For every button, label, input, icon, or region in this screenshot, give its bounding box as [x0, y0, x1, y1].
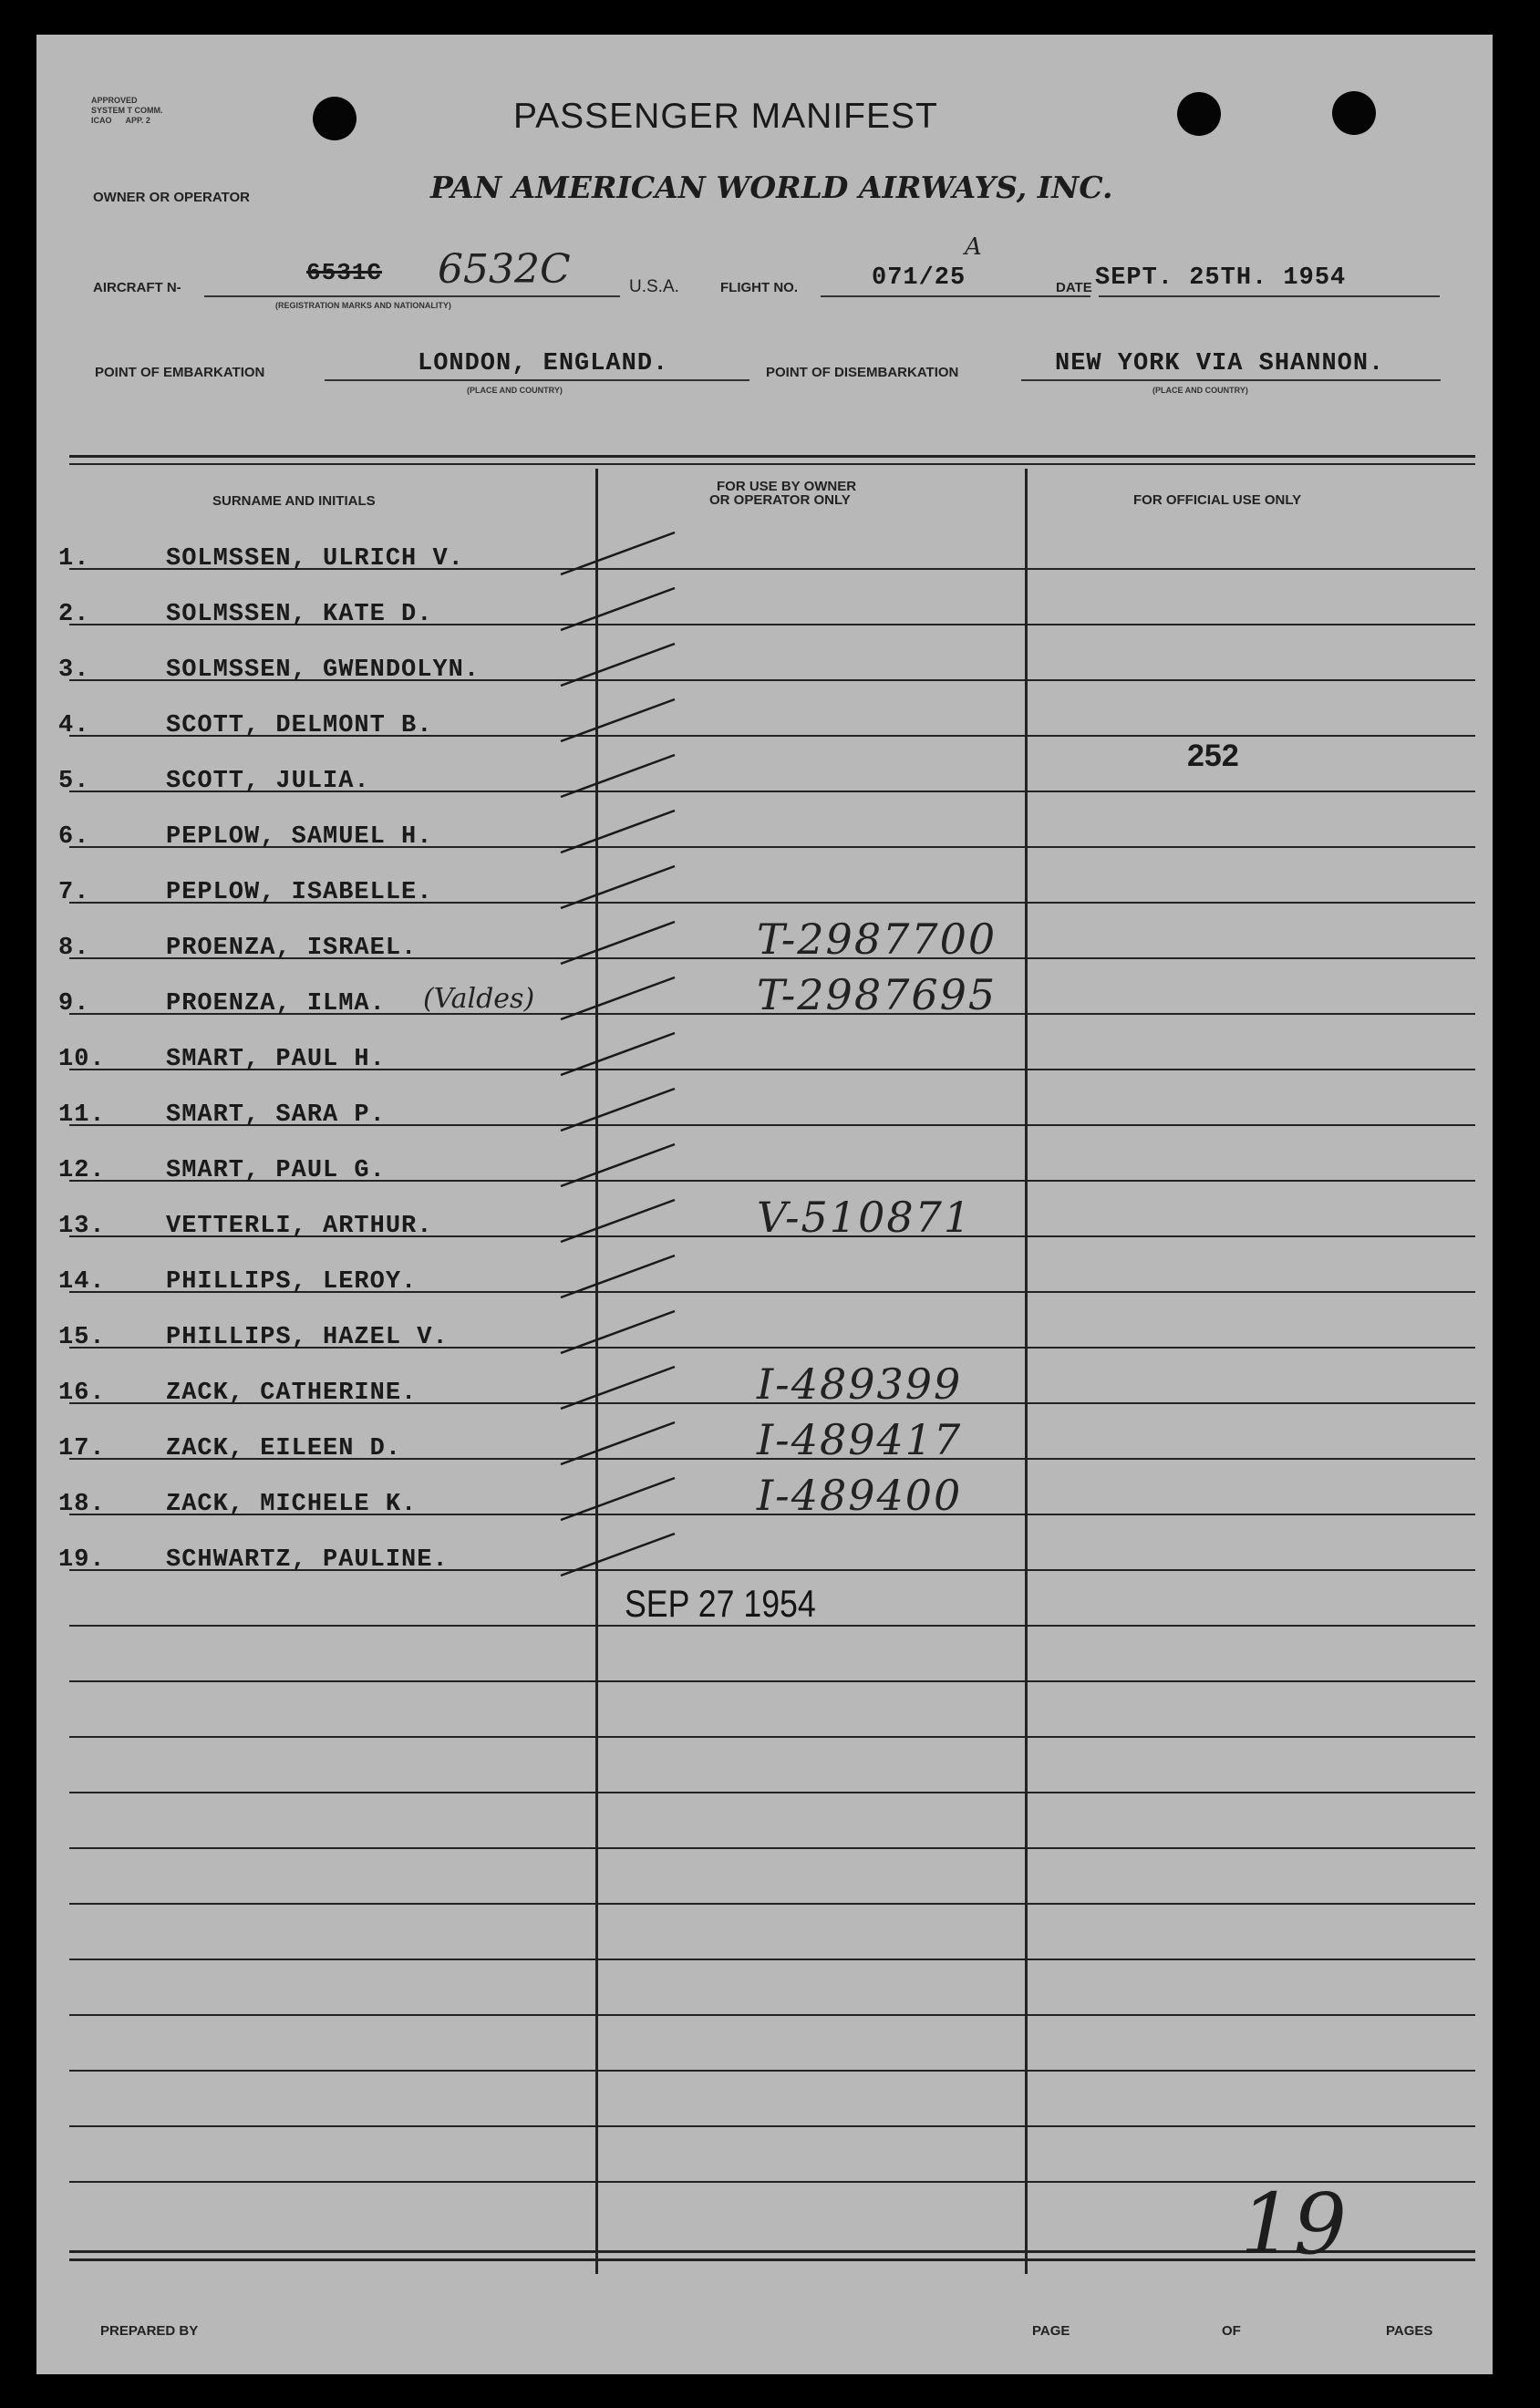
flight-label: FLIGHT NO.	[720, 280, 798, 295]
passenger-name: SCHWARTZ, PAULINE.	[166, 1546, 449, 1574]
passenger-name: SCOTT, JULIA.	[166, 768, 370, 795]
passenger-name: ZACK, CATHERINE.	[166, 1380, 418, 1407]
check-mark	[561, 1033, 675, 1075]
row-number: 4.	[58, 712, 90, 739]
disembarkation-value: NEW YORK VIA SHANNON.	[1055, 350, 1385, 377]
passenger-document-number: T-2987695	[757, 970, 997, 1019]
row-number: 9.	[58, 990, 90, 1018]
row-number: 14.	[58, 1268, 106, 1296]
row-number: 10.	[58, 1046, 106, 1073]
check-mark	[561, 1256, 675, 1297]
passenger-name: PROENZA, ILMA.	[166, 990, 386, 1018]
passenger-name: SCOTT, DELMONT B.	[166, 712, 433, 739]
passenger-name: SMART, PAUL H.	[166, 1046, 386, 1073]
owner-value: PAN AMERICAN WORLD AIRWAYS, INC.	[430, 170, 1113, 205]
check-mark	[561, 1200, 675, 1242]
passenger-name: VETTERLI, ARTHUR.	[166, 1213, 433, 1240]
check-mark	[561, 755, 675, 797]
row-number: 3.	[58, 656, 90, 684]
passenger-name: PEPLOW, ISABELLE.	[166, 879, 433, 906]
row-number: 12.	[58, 1157, 106, 1184]
embarkation-label: POINT OF EMBARKATION	[95, 365, 265, 380]
check-mark	[561, 1144, 675, 1186]
check-mark	[561, 644, 675, 686]
row-number: 5.	[58, 768, 90, 795]
passenger-name: SOLMSSEN, ULRICH V.	[166, 545, 464, 573]
date-label: DATE	[1056, 280, 1092, 295]
check-mark	[561, 532, 675, 574]
aircraft-handwritten-value: 6532C	[438, 246, 571, 293]
aircraft-struck-value: 6531C	[306, 259, 383, 286]
passenger-document-number: V-510871	[757, 1193, 973, 1242]
passenger-document-number: I-489400	[757, 1471, 963, 1520]
page-title: PASSENGER MANIFEST	[513, 97, 938, 136]
row-number: 11.	[58, 1101, 106, 1129]
check-mark	[561, 1089, 675, 1131]
column-header-owner-use: FOR USE BY OWNER OR OPERATOR ONLY	[709, 479, 857, 508]
check-mark	[561, 977, 675, 1019]
passenger-name: PROENZA, ISRAEL.	[166, 935, 418, 962]
check-marks	[36, 35, 1493, 2374]
flight-insert-mark: A	[965, 233, 982, 261]
footer-of: OF	[1222, 2323, 1241, 2339]
flight-value: 071/25	[872, 264, 966, 292]
date-value: SEPT. 25TH. 1954	[1095, 264, 1347, 292]
row-number: 8.	[58, 935, 90, 962]
check-mark	[561, 1478, 675, 1520]
owner-label: OWNER OR OPERATOR	[93, 190, 250, 205]
passenger-document-number: T-2987700	[757, 915, 997, 964]
passenger-name: PHILLIPS, LEROY.	[166, 1268, 418, 1296]
passenger-annotation: (Valdes)	[423, 983, 535, 1015]
check-mark	[561, 699, 675, 741]
passenger-name: ZACK, EILEEN D.	[166, 1435, 402, 1462]
approval-block: APPROVED SYSTEM T COMM. ICAO APP. 2	[91, 96, 163, 125]
footer-pages: PAGES	[1386, 2323, 1433, 2339]
disembarkation-sublabel: (PLACE AND COUNTRY)	[1152, 386, 1248, 395]
check-mark	[561, 588, 675, 630]
row-number: 6.	[58, 823, 90, 851]
row-number: 18.	[58, 1491, 106, 1518]
check-mark	[561, 1311, 675, 1353]
check-mark	[561, 1422, 675, 1464]
column-header-surname: SURNAME AND INITIALS	[212, 493, 376, 509]
check-mark	[561, 1367, 675, 1409]
passenger-name: ZACK, MICHELE K.	[166, 1491, 418, 1518]
embarkation-value: LONDON, ENGLAND.	[418, 350, 669, 377]
check-mark	[561, 811, 675, 853]
aircraft-country: U.S.A.	[629, 277, 679, 296]
passenger-name: SMART, PAUL G.	[166, 1157, 386, 1184]
passenger-document-number: I-489399	[757, 1359, 963, 1409]
row-number: 15.	[58, 1324, 106, 1351]
row-number: 16.	[58, 1380, 106, 1407]
row-number: 1.	[58, 545, 90, 573]
passenger-name: SOLMSSEN, GWENDOLYN.	[166, 656, 481, 684]
passenger-name: PHILLIPS, HAZEL V.	[166, 1324, 449, 1351]
passenger-name: PEPLOW, SAMUEL H.	[166, 823, 433, 851]
row-number: 17.	[58, 1435, 106, 1462]
passenger-document-number: I-489417	[757, 1415, 963, 1464]
aircraft-label: AIRCRAFT N-	[93, 280, 181, 295]
row-number: 7.	[58, 879, 90, 906]
check-mark	[561, 866, 675, 908]
column-header-official-use: FOR OFFICIAL USE ONLY	[1133, 492, 1302, 508]
aircraft-sublabel: (REGISTRATION MARKS AND NATIONALITY)	[275, 301, 451, 310]
check-mark	[561, 1534, 675, 1576]
manifest-sheet	[36, 35, 1493, 2374]
row-number: 13.	[58, 1213, 106, 1240]
disembarkation-label: POINT OF DISEMBARKATION	[766, 365, 959, 380]
passenger-count: 19	[1240, 2175, 1348, 2273]
date-stamp: SEP 27 1954	[625, 1582, 816, 1625]
row-number: 19.	[58, 1546, 106, 1574]
footer-prepared-by: PREPARED BY	[100, 2323, 199, 2339]
check-mark	[561, 922, 675, 964]
embarkation-sublabel: (PLACE AND COUNTRY)	[467, 386, 563, 395]
passenger-name: SMART, SARA P.	[166, 1101, 386, 1129]
footer-page: PAGE	[1032, 2323, 1070, 2339]
row-number: 2.	[58, 601, 90, 628]
passenger-name: SOLMSSEN, KATE D.	[166, 601, 433, 628]
official-number: 252	[1187, 739, 1239, 773]
